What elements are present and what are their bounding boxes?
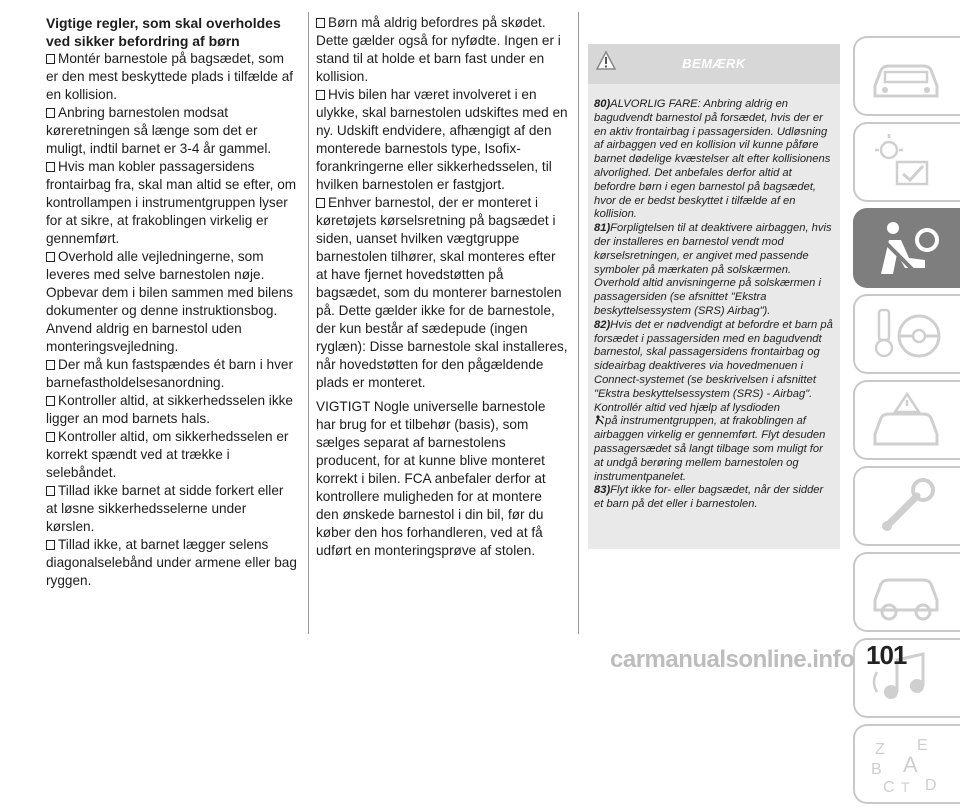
airbag-off-indicator-icon xyxy=(594,415,605,425)
checkbox-bullet-icon xyxy=(46,396,55,406)
checkbox-bullet-icon xyxy=(46,108,55,118)
bullet-item: Kontroller altid, om sikkerhedsselen er korrekt spændt ved at trække i selebåndet. xyxy=(46,429,289,480)
tab-airbag-seatbelt[interactable] xyxy=(853,208,960,288)
left-column xyxy=(46,14,298,590)
bullet-item: Kontroller altid, at sikkerhedsselen ikke ligger an mod barnets hals. xyxy=(46,393,293,426)
note-box xyxy=(588,44,840,549)
svg-text:A: A xyxy=(903,752,918,777)
svg-text:E: E xyxy=(917,737,928,754)
note-ref-80: 80)ALVORLIG FARE: Anbring aldrig en bagudvendt barnestol på forsædet, hvis der er en aktiv frontairbag i passagersiden. Udløsning af airbaggen ved en kollision vil kunne påføre barnet dødelige kvæstelser alt efter kollisionens alvorlighed. Det anbefales derfor altid at befordre børn i egen barnestol på bagsædet, hvor de er bedst beskyttet i tilfælde af en kollision. xyxy=(594,98,831,221)
column-divider-1 xyxy=(308,12,309,634)
tab-car-specs[interactable] xyxy=(853,552,960,632)
checkbox-bullet-icon xyxy=(316,18,325,28)
bullet-item: Montér barnestole på bagsædet, som er den mest beskyttede plads i tilfælde af en kollision. xyxy=(46,51,294,102)
checkbox-bullet-icon xyxy=(46,162,55,172)
warning-lights-icon xyxy=(867,132,947,194)
checkbox-bullet-icon xyxy=(316,198,325,208)
tab-car-breakdown[interactable] xyxy=(853,380,960,460)
checkbox-bullet-icon xyxy=(46,432,55,442)
bullet-item: Tillad ikke barnet at sidde forkert eller at løsne sikkerhedsselerne under kørslen. xyxy=(46,483,284,534)
bullet-item: Overhold alle vejledningerne, som leveres med selve barnestolen nøje. Opbevar dem i bilen sammen med bilens dokumenter og denne instruktionsbog. Anvend aldrig en barnestol uden monteringsvejledning. xyxy=(46,249,294,354)
watermark: carmanualsonline.info xyxy=(610,646,855,673)
checkbox-bullet-icon xyxy=(316,90,325,100)
svg-text:T: T xyxy=(901,779,910,795)
car-breakdown-icon xyxy=(867,390,947,452)
note-ref-82: 82)Hvis det er nødvendigt at befordre et barn på forsædet i passagersiden med en bagudvendt barnestol, skal passagersidens frontairbag og sideairbag deaktiveres via hovedmenuen i Connect-systemet (se beskrivelsen i afsnittet "Ekstra beskyttelsessystem (SRS) - Airbag". Kontrollér altid ved hjælp af lysdioden på instrumentgruppen, at frakoblingen af airbaggen virkelig er gennemført. Flyt desuden passagersædet så langt tilbage som muligt for at undgå berøring mellem barnestolen og instrumentpanelet. xyxy=(594,318,833,483)
note-header xyxy=(588,44,840,84)
svg-text:Z: Z xyxy=(875,741,885,758)
note-body xyxy=(588,84,840,512)
bullet-item: Der må kun fastspændes ét barn i hver barnefastholdelsesanordning. xyxy=(46,357,293,390)
checkbox-bullet-icon xyxy=(46,540,55,550)
tab-key-steering[interactable] xyxy=(853,294,960,374)
airbag-seatbelt-icon xyxy=(867,218,947,280)
checkbox-bullet-icon xyxy=(46,360,55,370)
wrench-maintenance-icon xyxy=(867,476,947,538)
bullet-item: Hvis man kobler passagersidens frontairbag fra, skal man altid se efter, om kontrollampen i instrumentgruppen lyser for at sikre, at frakoblingen virkelig er gennemført. xyxy=(46,159,297,246)
checkbox-bullet-icon xyxy=(46,486,55,496)
chapter-tab-bar xyxy=(853,36,960,810)
svg-text:C: C xyxy=(883,779,895,796)
svg-text:D: D xyxy=(925,777,937,794)
car-specs-icon xyxy=(867,562,947,624)
checkbox-bullet-icon xyxy=(46,252,55,262)
bullet-item: Enhver barnestol, der er monteret i køretøjets kørselsretning på bagsædet i siden, uanset hvilken vægtgruppe barnestolen tilhører, skal monteres efter at have fjernet hovedstøtten på bagsædet, som du monterer barnestolen på. Dette gælder ikke for de barnestole, der kun består af sædepude (ingen ryglæn): Disse barnestole skal installeres, når hovedstøtten for den pågældende plads er monteret. xyxy=(316,195,568,390)
middle-column xyxy=(316,14,568,560)
important-paragraph: VIGTIGT Nogle universelle barnestole har brug for et tilbehør (basis), som sælges separat af barnestolens producent, for at kunne blive monteret korrekt i bilen. FCA anbefaler derfor at kontrollere muligheden for at montere den ønskede barnestol i din bil, før du køber den hos forhandleren, ved at få udført en monteringsprøve af stolen. xyxy=(316,399,546,558)
bullet-item: Børn må aldrig befordres på skødet. Dette gælder også for nyfødte. Ingen er i stand til at holde et barn fast under en kollision. xyxy=(316,15,561,84)
car-dashboard-icon xyxy=(867,46,947,108)
column-divider-2 xyxy=(578,12,579,634)
tab-warning-lights[interactable] xyxy=(853,122,960,202)
alphabet-index-icon xyxy=(867,734,947,796)
tab-car-dashboard[interactable] xyxy=(853,36,960,116)
note-ref-83: 83)Flyt ikke for- eller bagsædet, når der sidder et barn på det eller i barnestolen. xyxy=(594,484,824,511)
svg-text:B: B xyxy=(871,761,882,778)
bullet-item: Anbring barnestolen modsat køreretningen så længe som det er muligt, indtil barnet er 3-4 år gammel. xyxy=(46,105,272,156)
bullet-item: Hvis bilen har været involveret i en ulykke, skal barnestolen udskiftes med en ny. Udskift endvidere, afhængigt af den monterede barnestols type, Isofix-forankringerne eller sikkerhedsselen, til hvilken barnestolen er fastgjort. xyxy=(316,87,568,192)
note-ref-81: 81)Forpligtelsen til at deaktivere airbaggen, hvis der installeres en barnestol vendt mod kørselsretningen, er angivet med passende symboler på mærkaten på solskærmen. Overhold altid anvisningerne på solskærmen i passagersiden (se afsnittet "Ekstra beskyttelsessystem (SRS) Airbag"). xyxy=(594,222,832,317)
bullet-item: Tillad ikke, at barnet lægger selens diagonalselebånd under armene eller bag ryggen. xyxy=(46,537,297,588)
key-steering-icon xyxy=(867,304,947,366)
section-heading: Vigtige regler, som skal overholdes ved sikker befordring af børn xyxy=(46,15,281,49)
tab-maintenance[interactable] xyxy=(853,466,960,546)
checkbox-bullet-icon xyxy=(46,54,55,64)
tab-alphabetic-index[interactable] xyxy=(853,724,960,804)
note-title: BEMÆRK xyxy=(682,56,746,71)
page-number: 101 xyxy=(866,640,907,670)
